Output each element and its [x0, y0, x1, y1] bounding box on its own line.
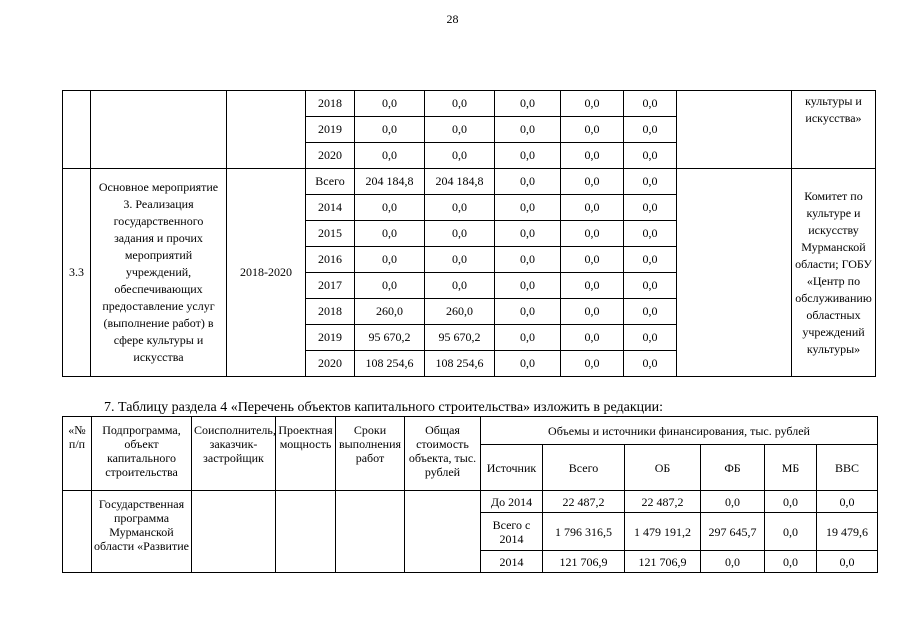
- mb-cell: 0,0: [561, 247, 624, 273]
- empty-number-cell: [63, 91, 91, 169]
- fb-cell: 0,0: [495, 195, 561, 221]
- fb-cell: 0,0: [495, 299, 561, 325]
- item-description-cell: Основное мероприятие 3. Реализация государственного задания и прочих мероприятий учреждений, обеспечивающих предоставление услуг (выполнение работ) в сфере культуры и искусства: [91, 169, 227, 377]
- mb-cell: 0,0: [561, 169, 624, 195]
- fb-cell: 0,0: [495, 221, 561, 247]
- fb-cell: 0,0: [495, 351, 561, 377]
- ob-cell: 121 706,9: [625, 551, 701, 573]
- year-cell: 2017: [306, 273, 355, 299]
- ob-cell: 260,0: [425, 299, 495, 325]
- header-cost: Общая стоимость объекта, тыс. рублей: [405, 417, 481, 491]
- mb-cell: 0,0: [561, 221, 624, 247]
- empty-result-cell: [677, 91, 792, 169]
- mb-cell: 0,0: [561, 299, 624, 325]
- item-number-cell: 3.3: [63, 169, 91, 377]
- year-cell: 2019: [306, 325, 355, 351]
- mb-cell: 0,0: [765, 513, 817, 551]
- year-cell: 2018: [306, 299, 355, 325]
- vvs-cell: 0,0: [624, 195, 677, 221]
- ob-cell: 22 487,2: [625, 491, 701, 513]
- program-name-cell: Государственная программа Мурманской области «Развитие: [92, 491, 192, 573]
- year-cell: 2019: [306, 117, 355, 143]
- vvs-cell: 19 479,6: [817, 513, 878, 551]
- ob-cell: 0,0: [425, 221, 495, 247]
- empty-cost-cell: [405, 491, 481, 573]
- vvs-cell: 0,0: [624, 351, 677, 377]
- total-cell: 22 487,2: [543, 491, 625, 513]
- mb-cell: 0,0: [561, 273, 624, 299]
- vvs-cell: 0,0: [624, 299, 677, 325]
- vvs-cell: 0,0: [624, 169, 677, 195]
- ob-cell: 0,0: [425, 247, 495, 273]
- item-period-cell: 2018-2020: [227, 169, 306, 377]
- capital-construction-table: [62, 416, 878, 573]
- header-mb: МБ: [765, 445, 817, 491]
- empty-period-cell: [227, 91, 306, 169]
- source-cell: 2014: [481, 551, 543, 573]
- total-cell: 1 796 316,5: [543, 513, 625, 551]
- vvs-cell: 0,0: [624, 247, 677, 273]
- year-cell: 2020: [306, 143, 355, 169]
- measures-table: [62, 90, 876, 377]
- table-row: [63, 91, 876, 117]
- header-executor: Соисполнитель, заказчик-застройщик: [192, 417, 276, 491]
- total-cell: 95 670,2: [355, 325, 425, 351]
- responsible-cell: культуры и искусства»: [792, 91, 876, 169]
- total-cell: 0,0: [355, 91, 425, 117]
- vvs-cell: 0,0: [624, 117, 677, 143]
- mb-cell: 0,0: [765, 491, 817, 513]
- mb-cell: 0,0: [765, 551, 817, 573]
- source-cell: Всего с 2014: [481, 513, 543, 551]
- fb-cell: 0,0: [701, 491, 765, 513]
- header-row: [63, 417, 878, 445]
- fb-cell: 0,0: [495, 325, 561, 351]
- source-cell: До 2014: [481, 491, 543, 513]
- fb-cell: 0,0: [701, 551, 765, 573]
- empty-executor-cell: [192, 491, 276, 573]
- total-cell: 260,0: [355, 299, 425, 325]
- fb-cell: 0,0: [495, 91, 561, 117]
- header-capacity: Проектная мощность: [276, 417, 336, 491]
- header-total: Всего: [543, 445, 625, 491]
- ob-cell: 108 254,6: [425, 351, 495, 377]
- empty-capacity-cell: [276, 491, 336, 573]
- fb-cell: 0,0: [495, 169, 561, 195]
- empty-description-cell: [91, 91, 227, 169]
- fb-cell: 297 645,7: [701, 513, 765, 551]
- fb-cell: 0,0: [495, 117, 561, 143]
- total-cell: 0,0: [355, 117, 425, 143]
- total-cell: 0,0: [355, 195, 425, 221]
- ob-cell: 0,0: [425, 117, 495, 143]
- year-cell: 2018: [306, 91, 355, 117]
- year-cell: 2016: [306, 247, 355, 273]
- header-fb: ФБ: [701, 445, 765, 491]
- total-cell: 204 184,8: [355, 169, 425, 195]
- ob-cell: 0,0: [425, 273, 495, 299]
- total-cell: 108 254,6: [355, 351, 425, 377]
- total-cell: 0,0: [355, 273, 425, 299]
- total-cell: 121 706,9: [543, 551, 625, 573]
- ob-cell: 0,0: [425, 195, 495, 221]
- vvs-cell: 0,0: [817, 491, 878, 513]
- fb-cell: 0,0: [495, 247, 561, 273]
- ob-cell: 0,0: [425, 143, 495, 169]
- vvs-cell: 0,0: [624, 143, 677, 169]
- mb-cell: 0,0: [561, 195, 624, 221]
- year-cell: 2014: [306, 195, 355, 221]
- vvs-cell: 0,0: [624, 221, 677, 247]
- ob-cell: 1 479 191,2: [625, 513, 701, 551]
- fb-cell: 0,0: [495, 143, 561, 169]
- year-cell: Всего: [306, 169, 355, 195]
- total-cell: 0,0: [355, 247, 425, 273]
- mb-cell: 0,0: [561, 325, 624, 351]
- ob-cell: 204 184,8: [425, 169, 495, 195]
- header-subprogram: Подпрограмма, объект капитального строительства: [92, 417, 192, 491]
- fb-cell: 0,0: [495, 273, 561, 299]
- item-responsible-cell: Комитет по культуре и искусству Мурманской области; ГОБУ «Центр по обслуживанию областных учреждений культуры»: [792, 169, 876, 377]
- header-terms: Сроки выполнения работ: [336, 417, 405, 491]
- year-cell: 2020: [306, 351, 355, 377]
- mb-cell: 0,0: [561, 351, 624, 377]
- header-source: Источник: [481, 445, 543, 491]
- table-row: [63, 491, 878, 513]
- total-cell: 0,0: [355, 143, 425, 169]
- header-vvs: ВВС: [817, 445, 878, 491]
- page-number: 28: [446, 12, 459, 26]
- table-row: [63, 169, 876, 195]
- year-cell: 2015: [306, 221, 355, 247]
- mb-cell: 0,0: [561, 91, 624, 117]
- ob-cell: 95 670,2: [425, 325, 495, 351]
- section-heading: 7. Таблицу раздела 4 «Перечень объектов капитального строительства» изложить в редакции:: [104, 400, 664, 415]
- header-number: «№ п/п: [63, 417, 92, 491]
- mb-cell: 0,0: [561, 117, 624, 143]
- ob-cell: 0,0: [425, 91, 495, 117]
- mb-cell: 0,0: [561, 143, 624, 169]
- empty-terms-cell: [336, 491, 405, 573]
- empty-result-cell: [677, 169, 792, 377]
- vvs-cell: 0,0: [624, 91, 677, 117]
- vvs-cell: 0,0: [624, 325, 677, 351]
- total-cell: 0,0: [355, 221, 425, 247]
- header-ob: ОБ: [625, 445, 701, 491]
- empty-number-cell: [63, 491, 92, 573]
- header-financing: Объемы и источники финансирования, тыс. рублей: [481, 417, 878, 445]
- vvs-cell: 0,0: [624, 273, 677, 299]
- vvs-cell: 0,0: [817, 551, 878, 573]
